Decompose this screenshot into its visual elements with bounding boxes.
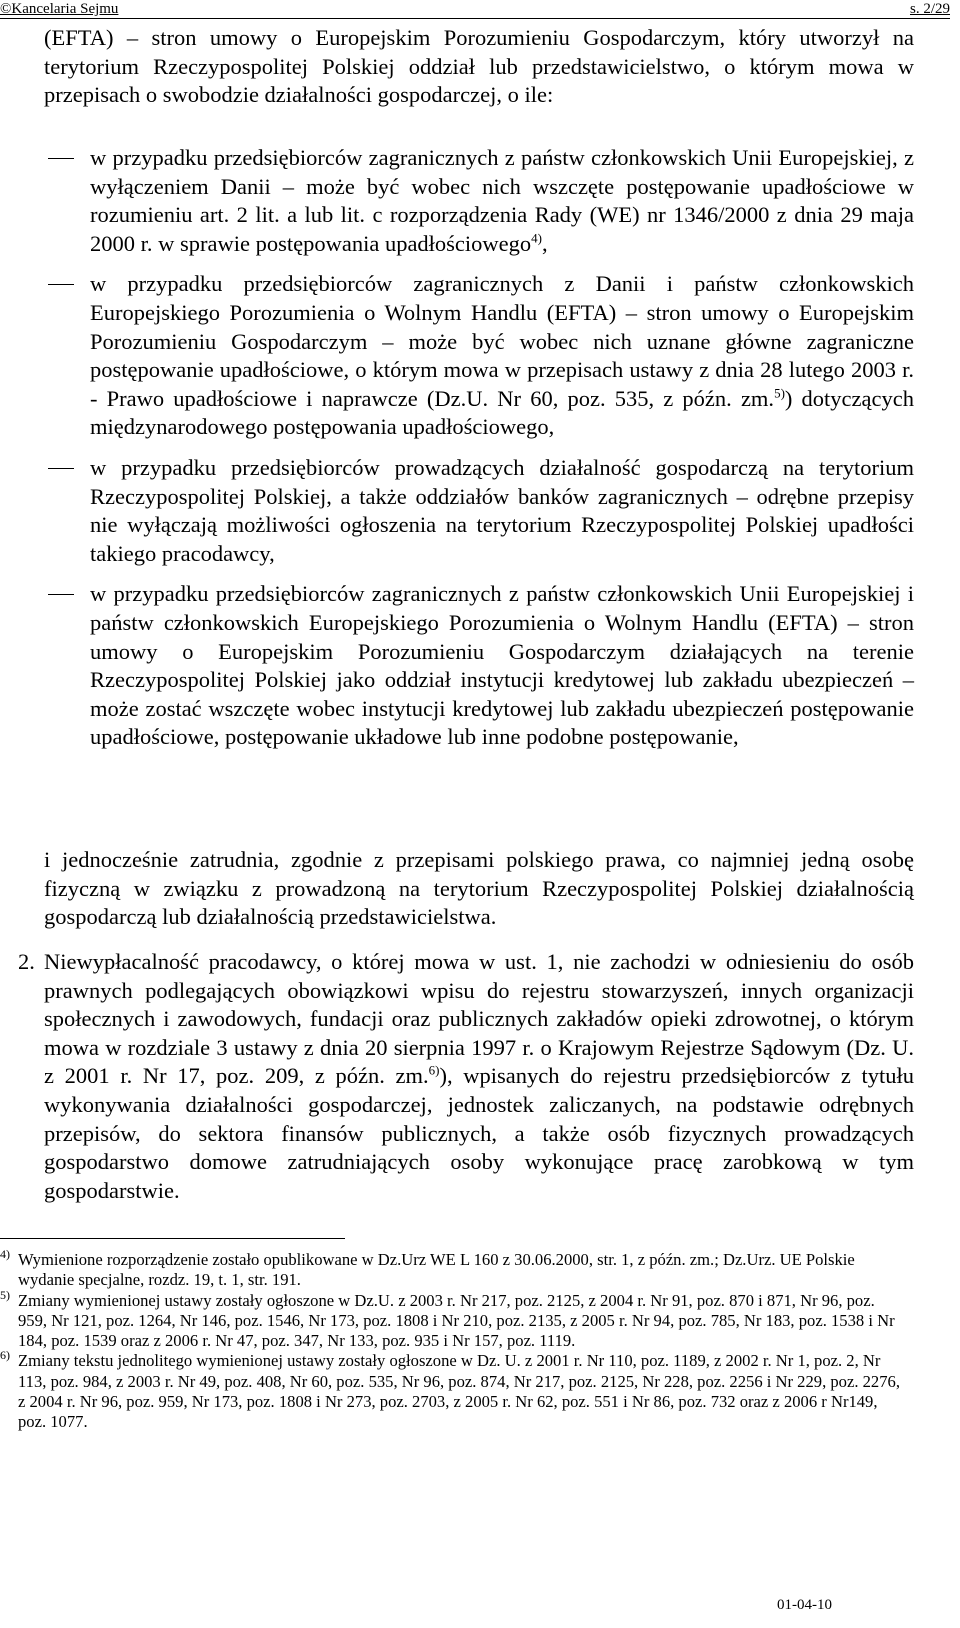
dash-bullet-icon: [48, 284, 74, 285]
footnote-mark: 5): [0, 1287, 10, 1302]
footnote-text: Zmiany wymienionej ustawy zostały ogłoszone w Dz.U. z 2003 r. Nr 217, poz. 2125, z 2004 r. Nr 91, poz. 870 i 871, Nr 96, poz. 959, Nr 121, poz. 1264, Nr 146, poz. 1546, Nr 173, poz. 1808 i Nr 210, poz. 2135, z 2005 r. Nr 94, poz. 785, Nr 183, poz. 1538 i Nr 184, poz. 1539 oraz z 2006 r. Nr 47, poz. 347, Nr 133, poz. 935 i Nr 157, poz. 1119.: [18, 1290, 895, 1351]
list-item-text: [90, 455, 914, 566]
list-item: [48, 144, 914, 258]
closing-paragraph: i jednocześnie zatrudnia, zgodnie z przepisami polskiego prawa, co najmniej jedną osobę fizyczną w związku z prowadzoną na terytorium Rzeczypospolitej Polskiej działalnością gospodarczą lub działalnością przedstawicielstwa.: [44, 847, 914, 930]
list-item-text-main: w przypadku przedsiębiorców zagranicznych z państw członkowskich Unii Europejskiej i państw członkowskich Europejskiego Porozumienia o Wolnym Handlu (EFTA) – stron umowy o Europejskim Porozumieniu Gospodarczym działających na terenie Rzeczypospolitej Polskiej jako oddział instytucji kredytowej lub zakładu ubezpieczeń – może zostać wszczęte wobec instytucji kredytowej lub zakładu ubezpieczeń postępowanie upadłościowe, postępowanie układowe lub inne podobne postępowanie,: [90, 581, 914, 750]
footnote-ref: 4): [531, 230, 542, 246]
paragraph-text-tail: ), wpisanych do rejestru przedsiębiorców z tytułu wykonywania działalności gospodarczej, jednostek zaliczanych, na podstawie odrębnych przepisów, do sektora finansów publicznych, a także osób fizycznych prowadzących gospodarstwo domowe zatrudniających osoby wykonujące pracę zarobkową w tym gospodarstwie.: [44, 1063, 914, 1203]
footnote-ref: 5): [774, 385, 785, 401]
footnotes: [0, 1247, 900, 1433]
header-divider: [0, 18, 950, 19]
list-item-text-tail: ,: [542, 230, 548, 256]
list-item: [48, 270, 914, 442]
paragraph-text: [44, 948, 914, 1205]
list-item-text: [90, 271, 914, 439]
header-page-number: s. 2/29: [909, 1, 950, 17]
footnote: [0, 1348, 900, 1432]
footnote-mark: 6): [0, 1348, 10, 1363]
footnote-text: Wymienione rozporządzenie zostało opublikowane w Dz.Urz WE L 160 z 30.06.2000, str. 1, z późn. zm.; Dz.Urz. UE Polskie wydanie specjalne, rozdz. 19, t. 1, str. 191.: [18, 1250, 855, 1290]
list-item: [48, 580, 914, 752]
document-version-id: 01-04-10: [777, 1597, 832, 1613]
list-item-text-main: w przypadku przedsiębiorców zagranicznych z państw członkowskich Unii Europejskiej, z wyłączeniem Danii – może być wobec nich wszczęte postępowanie upadłościowe w rozumieniu art. 2 lit. a lub lit. c rozporządzenia Rady (WE) nr 1346/2000 z dnia 29 maja 2000 r. w sprawie postępowania upadłościowego: [90, 145, 914, 256]
list-item-text-main: w przypadku przedsiębiorców prowadzących działalność gospodarczą na terytorium Rzeczypospolitej Polskiej, a także oddziałów banków zagranicznych – odrębne przepisy nie wyłączają możliwości ogłoszenia na terytorium Rzeczypospolitej Polskiej upadłości takiego pracodawcy,: [90, 454, 914, 566]
paragraph-number: 2.: [18, 949, 35, 974]
footnote-ref: 6): [428, 1062, 440, 1078]
dash-bullet-icon: [48, 158, 74, 159]
footnote-divider: [0, 1238, 345, 1239]
list-item-text: [90, 145, 914, 256]
footnote: [0, 1247, 900, 1291]
footnote-text: Zmiany tekstu jednolitego wymienionej ustawy zostały ogłoszone w Dz. U. z 2001 r. Nr 110, poz. 1189, z 2002 r. Nr 1, poz. 2, Nr 113, poz. 984, z 2003 r. Nr 49, poz. 408, Nr 60, poz. 535, Nr 96, poz. 874, Nr 217, poz. 2125, Nr 228, poz. 2256 i Nr 229, poz. 2276, z 2004 r. Nr 96, poz. 959, Nr 173, poz. 1808 i Nr 273, poz. 2703, z 2005 r. Nr 62, poz. 551 i Nr 86, poz. 732 oraz z 2006 r Nr149, poz. 1077.: [18, 1351, 900, 1432]
dash-list: [48, 144, 914, 764]
list-item-text-tail: ) dotyczących międzynarodowego postępowania upadłościowego,: [90, 385, 914, 440]
header-publisher: ©Kancelaria Sejmu: [0, 1, 119, 17]
numbered-paragraph-2: [18, 948, 914, 1205]
dash-bullet-icon: [48, 468, 74, 469]
intro-paragraph: (EFTA) – stron umowy o Europejskim Porozumieniu Gospodarczym, który utworzył na terytorium Rzeczypospolitej Polskiej oddział lub przedstawicielstwo, o którym mowa w przepisach o swobodzie działalności gospodarczej, o ile:: [44, 25, 914, 108]
list-item: [48, 454, 914, 568]
dash-bullet-icon: [48, 594, 74, 595]
footnote: [0, 1287, 900, 1352]
footnote-mark: 4): [0, 1247, 10, 1261]
paragraph-text-main: Niewypłacalność pracodawcy, o której mowa w ust. 1, nie zachodzi w odniesieniu do osób prawnych podlegających obowiązkowi wpisu do rejestru stowarzyszeń, innych organizacji społecznych i zawodowych, fundacji oraz publicznych zakładów opieki zdrowotnej, o którym mowa w rozdziale 3 ustawy z dnia 20 sierpnia 1997 r. o Krajowym Rejestrze Sądowym (Dz. U. z 2001 r. Nr 17, poz. 209, z późn. zm.: [44, 949, 914, 1089]
list-item-text: [90, 581, 914, 749]
list-item-text-main: w przypadku przedsiębiorców zagranicznych z Danii i państw członkowskich Europejskiego Porozumienia o Wolnym Handlu (EFTA) – stron umowy o Europejskim Porozumieniu Gospodarczym – może być wobec nich uznane główne zagraniczne postępowanie upadłościowe, o którym mowa w przepisach ustawy z dnia 28 lutego 2003 r. - Prawo upadłościowe i naprawcze (Dz.U. Nr 60, poz. 535, z późn. zm.: [90, 271, 914, 411]
